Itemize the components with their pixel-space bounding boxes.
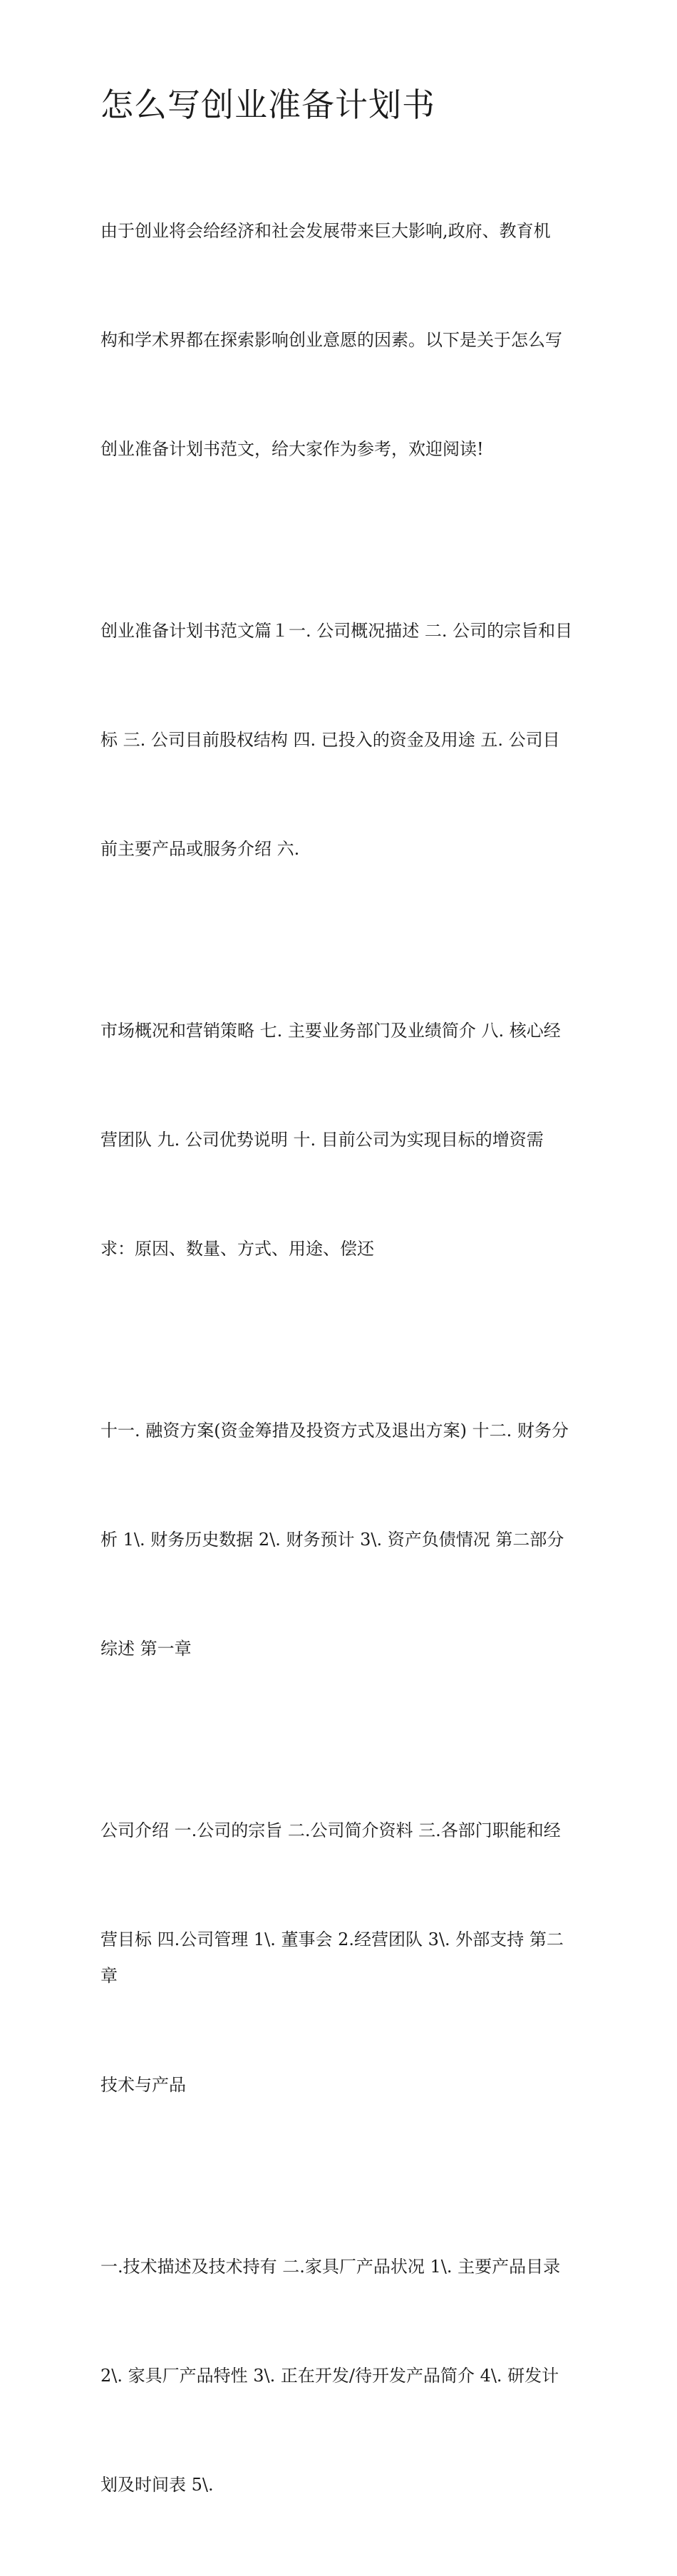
text-line: 综述 第一章 xyxy=(100,1639,192,1659)
paragraph-intro xyxy=(100,140,579,540)
text-line: 创业准备计划书范文，给大家作为参考，欢迎阅读! xyxy=(100,439,484,459)
text-line: 析 1\. 财务历史数据 2\. 财务预计 3\. 资产负债情况 第二部分 xyxy=(100,1530,564,1550)
paragraph-outline-5 xyxy=(100,2176,579,2576)
text-line: 构和学术界都在探索影响创业意愿的因素。以下是关于怎么写 xyxy=(100,330,562,350)
document-content xyxy=(100,80,579,2576)
document-body xyxy=(100,140,579,2576)
paragraph-outline-2 xyxy=(100,940,579,1340)
paragraph-outline-1 xyxy=(100,540,579,940)
paragraph-outline-3 xyxy=(100,1340,579,1740)
text-line: 十一. 融资方案(资金筹措及投资方式及退出方案) 十二. 财务分 xyxy=(100,1421,569,1441)
paragraph-outline-4 xyxy=(100,1740,579,2176)
text-line: 由于创业将会给经济和社会发展带来巨大影响,政府、教育机 xyxy=(100,221,551,241)
text-line: 前主要产品或服务介绍 六. xyxy=(100,839,300,859)
text-line: 一.技术描述及技术持有 二.家具厂产品状况 1\. 主要产品目录 xyxy=(100,2257,561,2277)
document-title: 怎么写创业准备计划书 xyxy=(100,86,435,124)
text-line: 市场概况和营销策略 七. 主要业务部门及业绩简介 八. 核心经 xyxy=(100,1021,561,1041)
text-line: 公司介绍 一.公司的宗旨 二.公司简介资料 三.各部门职能和经 xyxy=(100,1820,561,1840)
text-line: 营目标 四.公司管理 1\. 董事会 2.经营团队 3\. 外部支持 第二章 xyxy=(100,1930,564,1986)
text-line: 求：原因、数量、方式、用途、偿还 xyxy=(100,1239,374,1259)
text-line: 标 三. 公司目前股权结构 四. 已投入的资金及用途 五. 公司目 xyxy=(100,730,560,750)
text-line: 技术与产品 xyxy=(100,2075,186,2095)
text-line: 划及时间表 5\. xyxy=(100,2475,214,2495)
text-line: 营团队 九. 公司优势说明 十. 目前公司为实现目标的增资需 xyxy=(100,1130,544,1150)
text-line: 创业准备计划书范文篇１一. 公司概况描述 二. 公司的宗旨和目 xyxy=(100,621,573,641)
text-line: 2\. 家具厂产品特性 3\. 正在开发/待开发产品简介 4\. 研发计 xyxy=(100,2366,559,2386)
